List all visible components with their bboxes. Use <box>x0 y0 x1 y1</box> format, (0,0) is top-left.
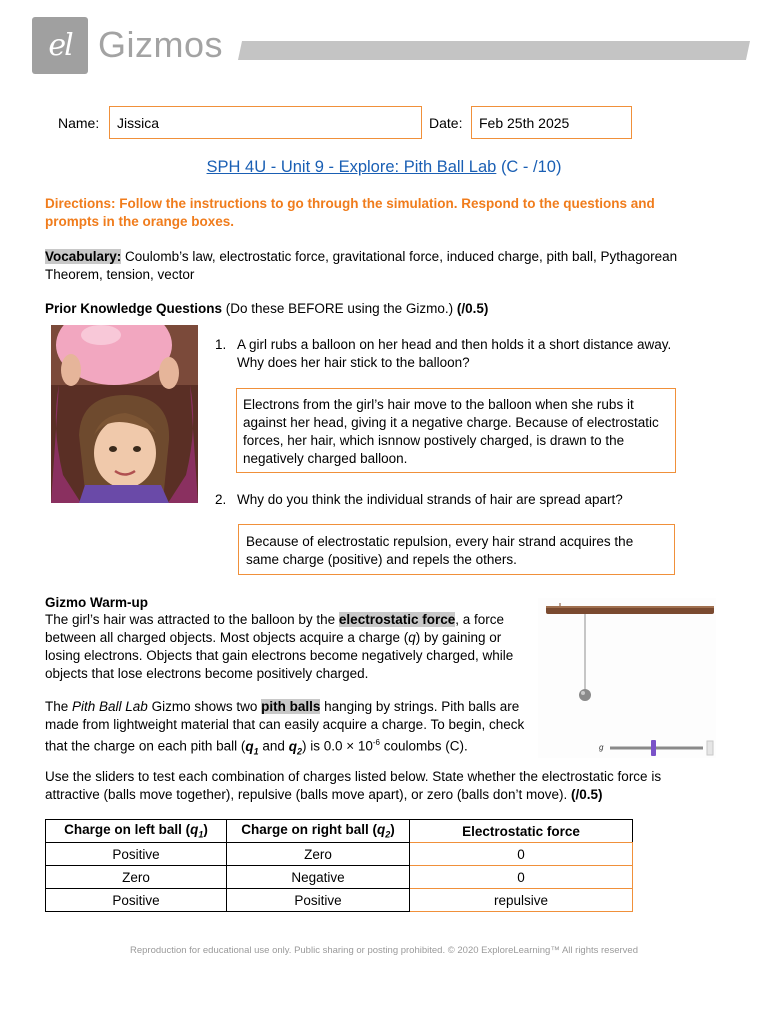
q2-number: 2. <box>215 492 227 507</box>
name-field[interactable]: Jissica <box>109 106 422 139</box>
vocabulary-label: Vocabulary: <box>45 249 122 264</box>
table-row <box>46 843 633 866</box>
electrostatic-force-term: electrostatic force <box>338 612 456 627</box>
q1-symbol: q <box>245 738 254 754</box>
warmup-p2-text-b: Gizmo shows two <box>147 699 262 714</box>
left-charge-cell: Positive <box>46 843 227 866</box>
q1-number: 1. <box>215 337 227 352</box>
force-answer-cell[interactable]: 0 <box>410 843 633 866</box>
gizmo-name: Pith Ball Lab <box>72 699 148 714</box>
girl-balloon-photo <box>51 325 198 503</box>
q2-subscript: 2 <box>296 746 302 757</box>
q1-text: A girl rubs a balloon on her head and then holds it a short distance away. Why does her hair stick to the balloon? <box>237 337 672 370</box>
copyright-footer: Reproduction for educational use only. Public sharing or posting prohibited. © 2020 ExploreLearning™ All rights reserved <box>130 945 638 956</box>
warmup-heading <box>45 594 148 612</box>
warmup-p2-text-c: hanging by strings. Pith balls are made from lightweight material that can easily acquire a charge. To begin, check that the charge on each pith ball ( <box>45 699 525 754</box>
q1-subscript: 1 <box>253 746 259 757</box>
title-link[interactable]: SPH 4U - Unit 9 - Explore: Pith Ball Lab <box>206 158 497 176</box>
charge-table <box>45 819 633 912</box>
col-left-charge: Charge on left ball $(q_1)$ <box>46 820 227 843</box>
exponent: -6 <box>372 738 380 747</box>
warmup-p3-text: Use the sliders to test each combination of charges listed below. State whether the electrostatic force is attractive (balls move together), repulsive (balls move apart), or zero (balls don’t move). <box>45 769 662 802</box>
date-field[interactable]: Feb 25th 2025 <box>471 106 632 139</box>
warmup-p2-text-e: coulombs (C). <box>380 738 468 754</box>
pith-balls-term: pith balls <box>261 699 321 714</box>
q1-answer-box[interactable]: Electrons from the girl’s hair move to the balloon when she rubs it against her head, giving it a negative charge. Because of electrostatic forces, her hair, which isnnow postively charged, is drawn to the negatively charged balloon. <box>236 388 676 473</box>
explorelearning-logo <box>32 17 88 74</box>
logo-glyph: el <box>48 28 72 63</box>
right-charge-cell: Zero <box>227 843 410 866</box>
header-bar <box>238 41 750 60</box>
warmup-and: and <box>258 738 289 754</box>
warmup-p1-text-c: ) by gaining or losing electrons. Objects that gain electrons become negatively charged, while objects that lose electrons become positively charged. <box>45 630 514 681</box>
left-charge-cell: Positive <box>46 889 227 912</box>
warmup-p1-text-a: The girl’s hair was attracted to the balloon by the <box>45 612 339 627</box>
table-row <box>46 889 633 912</box>
q2-answer-box[interactable]: Because of electrostatic repulsion, every hair strand acquires the same charge (positive) and repels the others. <box>238 524 675 575</box>
name-label: Name: <box>58 115 100 131</box>
directions: Directions: Follow the instructions to go through the simulation. Respond to the questions and prompts in the orange boxes. <box>45 196 655 229</box>
force-answer-cell[interactable]: 0 <box>410 866 633 889</box>
vocabulary <box>45 248 705 284</box>
warmup-p3-marks: (/0.5) <box>570 787 603 802</box>
prior-heading-title: Prior Knowledge Questions <box>45 301 223 316</box>
prior-heading-note: (Do these BEFORE using the Gizmo.) <box>225 301 454 316</box>
date-label: Date: <box>429 115 463 131</box>
warmup-paragraph-3 <box>45 768 705 804</box>
col-electrostatic-force: Electrostatic force <box>410 820 633 843</box>
charge-symbol: q <box>408 630 416 645</box>
prior-heading <box>45 300 705 318</box>
page-title <box>0 158 768 177</box>
prior-heading-marks: (/0.5) <box>456 301 489 316</box>
right-charge-cell: Positive <box>227 889 410 912</box>
q2-text: Why do you think the individual strands of hair are spread apart? <box>237 492 623 507</box>
left-charge-cell: Zero <box>46 866 227 889</box>
title-grade: (C - /10) <box>500 158 562 176</box>
vocabulary-terms: Coulomb’s law, electrostatic force, gravitational force, induced charge, pith ball, Pythagorean Theorem, tension, vector <box>45 249 678 282</box>
warmup-heading-text: Gizmo Warm-up <box>45 595 148 610</box>
gizmo-screenshot <box>538 598 716 758</box>
table-header-row <box>46 820 633 843</box>
warmup-p2-text-d: ) is 0.0 × 10 <box>301 738 373 754</box>
brand-name: Gizmos <box>98 24 224 65</box>
table-row <box>46 866 633 889</box>
warmup-paragraph-1 <box>45 611 535 683</box>
col-right-charge: Charge on right ball $(q_2)$ <box>227 820 410 843</box>
right-charge-cell: Negative <box>227 866 410 889</box>
warmup-p2-text-a: The <box>45 699 73 714</box>
warmup-paragraph-2 <box>45 698 540 760</box>
warmup-p1-text-b: , a force between all charged objects. Most objects acquire a charge ( <box>45 612 505 645</box>
slider-label: g <box>599 743 604 752</box>
q2-symbol: q <box>288 738 297 754</box>
force-answer-cell[interactable]: repulsive <box>410 889 633 912</box>
